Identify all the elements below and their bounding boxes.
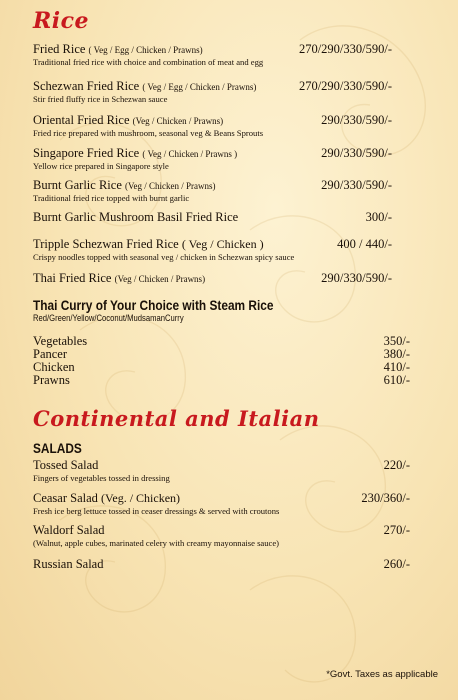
item-name: Tossed Salad — [33, 458, 99, 472]
item-price: 260/- — [383, 557, 410, 571]
menu-item — [33, 271, 392, 286]
list-item — [33, 348, 410, 361]
item-name: Waldorf Salad — [33, 523, 105, 537]
item-description: Fresh ice berg lettuce tossed in ceaser dressings & served with croutons — [33, 506, 280, 516]
item-description: Yellow rice prepared in Singapore style — [33, 161, 169, 171]
item-name: Russian Salad — [33, 557, 104, 571]
thai-curry-subtitle: Red/Green/Yellow/Coconut/MudsamanCurry — [33, 313, 184, 323]
item-description: Traditional fried rice topped with burnt garlic — [33, 193, 190, 203]
list-item — [33, 361, 410, 374]
list-item — [33, 335, 410, 348]
menu-item — [33, 557, 410, 572]
item-price: 270/290/330/590/- — [298, 42, 392, 56]
rice-section-title: Rice — [33, 8, 90, 34]
item-price: 400 / 440/- — [337, 237, 392, 251]
item-options: ( Veg / Chicken ) — [181, 237, 264, 251]
item-price: 300/- — [365, 210, 392, 224]
item-name: Schezwan Fried Rice — [33, 79, 140, 93]
item-price: 410/- — [383, 360, 410, 374]
item-name: Pancer — [33, 347, 68, 361]
menu-item — [33, 458, 410, 483]
item-options: (Veg / Chicken / Prawns) — [114, 274, 206, 284]
item-description: (Walnut, apple cubes, marinated celery with creamy mayonnaise sauce) — [33, 538, 280, 548]
menu-item — [33, 523, 410, 548]
item-name: Vegetables — [33, 334, 88, 348]
menu-item — [33, 79, 392, 104]
item-price: 230/360/- — [361, 491, 410, 505]
list-item — [33, 374, 410, 387]
item-options: (Veg. / Chicken) — [101, 491, 181, 505]
menu-item — [33, 237, 392, 262]
menu-item — [33, 146, 392, 171]
item-options: ( Veg / Egg / Chicken / Prawns) — [88, 45, 203, 55]
item-price: 270/290/330/590/- — [298, 79, 392, 93]
item-price: 350/- — [383, 334, 410, 348]
item-options: ( Veg / Chicken / Prawns ) — [142, 149, 238, 159]
item-name: Chicken — [33, 360, 75, 374]
menu-item — [33, 491, 410, 516]
item-name: Fried Rice — [33, 42, 86, 56]
menu-item — [33, 210, 392, 225]
item-description: Crispy noodles topped with seasonal veg / chicken in Schezwan spicy sauce — [33, 252, 295, 262]
item-name: Tripple Schezwan Fried Rice — [33, 237, 179, 251]
item-options: ( Veg / Egg / Chicken / Prawns) — [142, 82, 257, 92]
item-price: 290/330/590/- — [321, 113, 392, 127]
item-description: Fried rice prepared with mushroom, seasonal veg & Beans Sprouts — [33, 128, 264, 138]
item-description: Fingers of vegetables tossed in dressing — [33, 473, 170, 483]
item-price: 220/- — [383, 458, 410, 472]
item-price: 290/330/590/- — [321, 178, 392, 192]
item-name: Burnt Garlic Rice — [33, 178, 122, 192]
thai-curry-title: Thai Curry of Your Choice with Steam Rice — [33, 298, 274, 313]
item-name: Thai Fried Rice — [33, 271, 112, 285]
item-price: 610/- — [383, 373, 410, 387]
menu-item — [33, 178, 392, 203]
salads-subtitle: SALADS — [33, 441, 82, 456]
item-options: (Veg / Chicken / Prawns) — [125, 181, 216, 191]
item-name: Prawns — [33, 373, 70, 387]
item-options: (Veg / Chicken / Prawns) — [132, 116, 224, 126]
thai-curry-list — [33, 335, 410, 387]
item-name: Singapore Fried Rice — [33, 146, 140, 160]
tax-footnote: *Govt. Taxes as applicable — [326, 669, 438, 680]
item-description: Traditional fried rice with choice and combination of meat and egg — [33, 57, 264, 67]
item-price: 270/- — [383, 523, 410, 537]
continental-section-title: Continental and Italian — [33, 406, 320, 431]
item-name: Ceasar Salad — [33, 491, 98, 505]
menu-item — [33, 42, 392, 67]
item-price: 380/- — [383, 347, 410, 361]
item-name: Oriental Fried Rice — [33, 113, 130, 127]
item-price: 290/330/590/- — [321, 146, 392, 160]
item-price: 290/330/590/- — [321, 271, 392, 285]
menu-item — [33, 113, 392, 138]
item-description: Stir fried fluffy rice in Schezwan sauce — [33, 94, 168, 104]
thai-curry-header — [33, 298, 306, 323]
item-name: Burnt Garlic Mushroom Basil Fried Rice — [33, 210, 239, 224]
